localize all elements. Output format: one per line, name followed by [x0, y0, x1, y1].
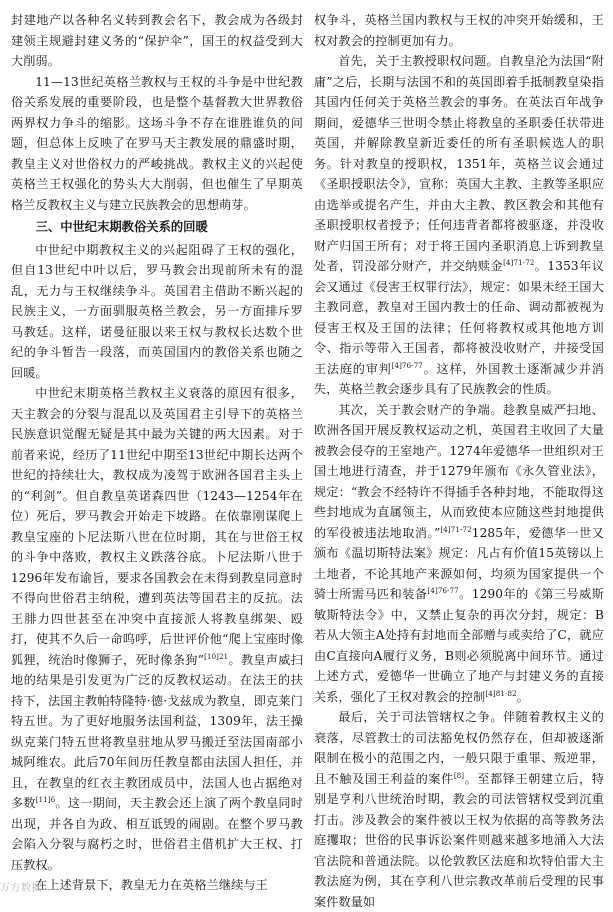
paragraph	[314, 51, 604, 400]
citation: [11]6	[35, 795, 56, 804]
citation: [4]81-82	[485, 689, 517, 698]
citation: [10]21	[204, 652, 229, 661]
text-run: 。教皇声威扫地的结果是引发更为广泛的反教权运动。在法王的扶持下，法国主教帕特隆特·德·戈兹成为教皇，即克莱门特五世。为了更好地服务法国利益，1309年，法王操纵克莱门特五世将教皇驻地从罗马搬迁至法国南部小城阿维农。此后70年间历任教皇都由法国人担任，并且，在教皇的红衣主教团成员中，法国人也占据绝对多数	[11, 652, 303, 810]
paragraph	[314, 400, 604, 708]
paragraph: 封建地产以各种名义转到教会名下，教会成为各级封建领主规避封建义务的“保护伞”，国王的权益受到大大削弱。	[11, 13, 303, 68]
citation: [4]76-77	[391, 361, 423, 370]
text-run: 。这样，外国教士逐渐减少并消失，英格兰教会逐步具有了民族教会的性质。	[314, 361, 604, 396]
text-run: 其次，关于教会财产的争端。趁教皇威严扫地、欧洲各国开展反教权运动之机，英国君主收回了大量被教会侵夺的王室地产。1274年爱德华一世组织对王国土地进行清查，并于1279年颁布《永久管业法》，规定：“教会不经特许不得插手各种封地，不能取得这些封地成为直属领主，从而致使本应随这些封地提供的军役被违法地取消。”	[314, 402, 604, 540]
text-run: 。至都铎王朝建立后，特别是亨利八世统治时期，教会的司法管辖权受到沉重打击。涉及教会的案件被以王权为依据的高等教务法庭攫取；世俗的民事诉讼案件则越来越多地涌入大法官法院和普通法院。以伦敦教区法庭和坎特伯雷大主教法庭为例，其在亨利八世宗教改革前后受理的民事案件数量如	[314, 771, 604, 909]
paragraph	[314, 707, 604, 912]
paragraph: 11—13世纪英格兰教权与王权的斗争是中世纪教俗关系发展的重要阶段，也是整个基督教大世界教俗两界权力争斗的缩影。这场斗争不存在谁胜谁负的问题，但总体上反映了在罗马天主教发展的鼎盛时期，教皇主义对世俗权力的严峻挑战。教权主义的兴起使英格兰王权强化的势头大大削弱，但也催生了早期英格兰反教权主义与建立民族教会的思想萌芽。	[11, 74, 303, 212]
paragraph: 权争斗，英格兰国内教权与王权的冲突开始缓和，王权对教会的控制更加有力。	[314, 13, 604, 48]
text-run: 。这一期间，天主教会还上演了两个教皇同时出现，并各自为政、相互诋毁的闹剧。在整个罗马教会陷入分裂与腐朽之时，世俗君主借机扩大王权、打压教权。	[11, 796, 303, 872]
citation: [8]	[453, 771, 465, 780]
citation: [4]76-77	[427, 586, 459, 595]
text-run: 1285年，爱德华一世又颁布《温切斯特法案》规定：凡占有价值15英镑以上土地者，不论其地产来源如何，均须为国家提供一个骑士所需马匹和装备	[314, 525, 604, 601]
section-heading: 三、中世纪末期教俗关系的回暖	[35, 220, 208, 234]
text-run: 。	[516, 689, 529, 704]
watermark: 万方数据	[0, 883, 42, 894]
paragraph: 中世纪中期教权主义的兴起阻碍了王权的强化，但自13世纪中叶以后，罗马教会出现前所未有的混乱，无力与王权继续争斗。英国君主借助不断兴起的民族主义，一方面驯服英格兰教会，另一方面排斥罗马教廷。这样，诺曼征服以来王权与教权长达数个世纪的争斗暂告一段落，而英国国内的教俗关系也随之回暖。	[11, 242, 303, 380]
text-run: 。1290年的《第三号威斯敏斯特法令》中，又禁止复杂的再次分封，规定：B若从大领主A处持有封地而全部赠与或卖给了C，就应由C直接向A履行义务，B则必须脱离中间环节。通过上述方式，爱德华一世确立了地产与封建义务的直接关系，强化了王权对教会的控制	[314, 587, 604, 704]
text-run: 中世纪末期英格兰教权主义衰落的原因有很多，天主教会的分裂与混乱以及英国君主引导下的英格兰民族意识觉醒无疑是其中最为关键的两大因素。对于前者来说，经历了11世纪中期至13世纪中期长达两个世纪的持续壮大，教权成为凌驾于欧洲各国君主头上的“利剑”。但自教皇英诺森四世（1243—1254年在位）死后，罗马教会开始走下坡路。在依靠刚谋爬上教皇宝座的卜尼法斯八世在位时期，其在与世俗王权的斗争中落败，教权主义跌落谷底。卜尼法斯八世于1296年发布谕旨，要求各国教会在未得到教皇同意时不得向世俗君主纳税，遭到英法等国君主的反抗。法王腓力四世甚至在冲突中直接派人将教皇绑架、殴打，使其不久后一命呜呼，后世评价他“爬上宝座时像狐狸，统治时像狮子，死时像条狗”	[11, 386, 303, 667]
text-run: 首先，关于主教授职权问题。自教皇沦为法国“附庸”之后，长期与法国不和的英国即着手抵制教皇染指其国内任何关于英格兰教会的事务。在英法百年战争期间，爱德华三世明令禁止将教皇的圣职委任状带进英国，并解除教皇新近委任的所有圣职候选人的职务。针对教皇的授职权，1351年，英格兰议会通过《圣职授职法令》，宣称：英国大主教、主教等圣职应由选举或提名产生，并由大主教、教区教会和其他有圣职授职权者授予；任何违背者都将被驱逐，并没收财产归国王所有；对于将王国内圣职消息上诉到教皇处者，罚没部分财产，并交纳赎金	[314, 54, 604, 273]
text-run: 最后，关于司法管辖权之争。伴随着教权主义的衰落，尽管教士的司法豁免权仍然存在，但却被逐渐限制在极小的范围之内，一般只限于重罪、叛逆罪，且不触及国王利益的案件	[314, 710, 604, 786]
text-run: 。1353年议会又通过《侵害王权罪行法》，规定：如果未经王国大主教同意，教皇对王国内教士的任命、调动都被视为侵害王权及王国的法律；任何将教权或其他地方训令、指示等带入王国者，都将被没收财产，并接受国王法庭的审判	[314, 259, 604, 376]
paragraph: 在上述背景下，教皇无力在英格兰继续与王	[35, 878, 268, 892]
citation: [4]71-72	[440, 525, 472, 534]
left-column	[11, 10, 303, 890]
paragraph	[11, 383, 303, 875]
right-column	[314, 10, 604, 909]
citation: [4]71-72	[503, 258, 535, 267]
